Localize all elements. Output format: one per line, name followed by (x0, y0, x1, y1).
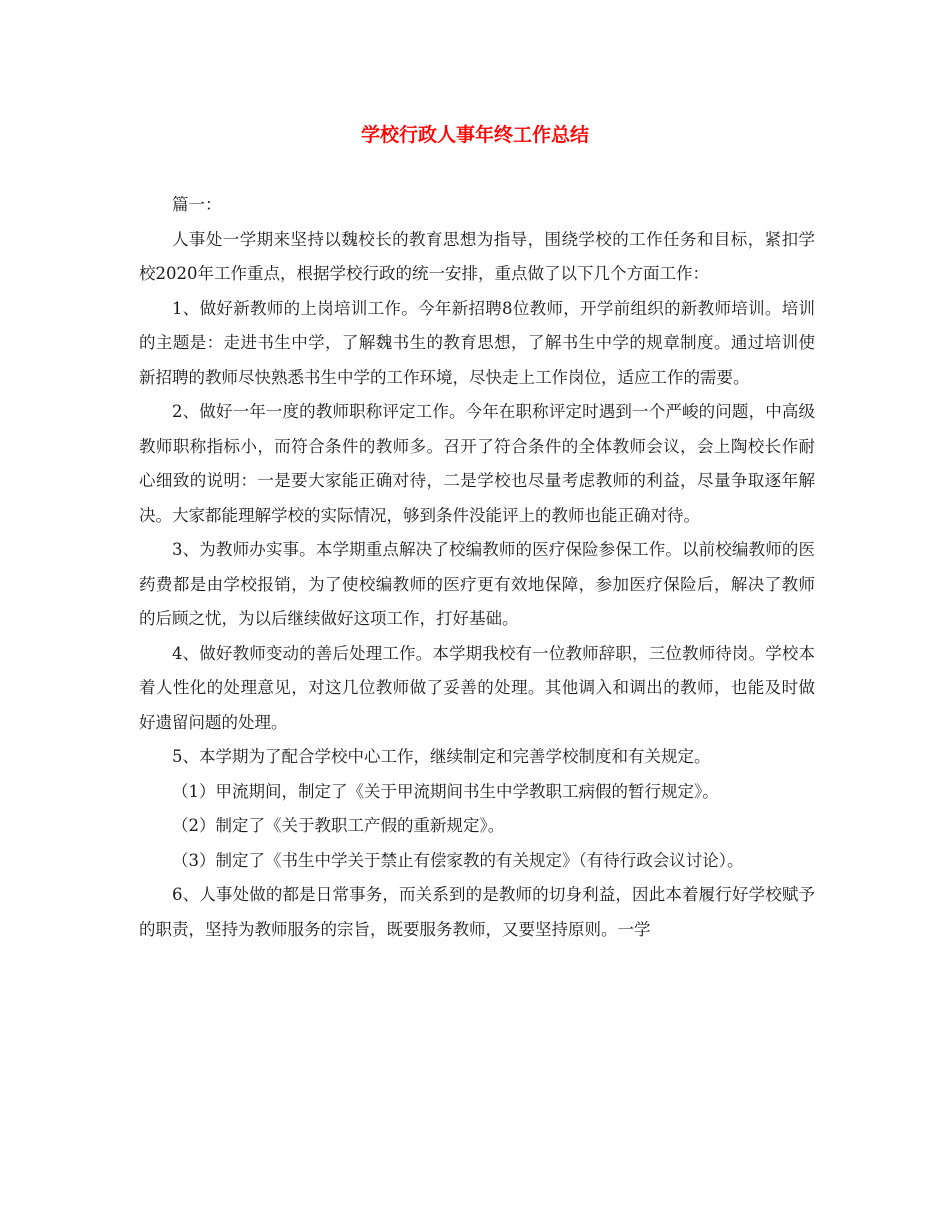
intro-paragraph: 人事处一学期来坚持以魏校长的教育思想为指导，围绕学校的工作任务和目标，紧扣学校2020年工作重点，根据学校行政的统一安排，重点做了以下几个方面工作： (139, 229, 815, 283)
section-heading: 篇一： (172, 195, 222, 214)
item-4-paragraph: 4、做好教师变动的善后处理工作。本学期我校有一位教师辞职，三位教师待岗。学校本着人性化的处理意见，对这几位教师做了妥善的处理。其他调入和调出的教师，也能及时做好遗留问题的处理。 (139, 643, 815, 732)
item-2-paragraph: 2、做好一年一度的教师职称评定工作。今年在职称评定时遇到一个严峻的问题，中高级教师职称指标小，而符合条件的教师多。召开了符合条件的全体教师会议，会上陶校长作耐心细致的说明：一是要大家能正确对待，二是学校也尽量考虑教师的利益，尽量争取逐年解决。大家都能理解学校的实际情况，够到条件没能评上的教师也能正确对待。 (139, 402, 815, 525)
item-5-sub-1: （1）甲流期间，制定了《关于甲流期间书生中学教职工病假的暂行规定》。 (172, 781, 719, 801)
item-1-paragraph: 1、做好新教师的上岗培训工作。今年新招聘8位教师，开学前组织的新教师培训。培训的主题是：走进书生中学，了解魏书生的教育思想，了解书生中学的规章制度。通过培训使新招聘的教师尽快熟悉书生中学的工作环境，尽快走上工作岗位，适应工作的需要。 (139, 298, 815, 387)
item-6-paragraph: 6、人事处做的都是日常事务，而关系到的是教师的切身利益，因此本着履行好学校赋予的职责，坚持为教师服务的宗旨，既要服务教师，又要坚持原则。一学 (139, 885, 815, 939)
item-5-sub-2: （2）制定了《关于教职工产假的重新规定》。 (172, 816, 505, 835)
document-title: 学校行政人事年终工作总结 (360, 124, 589, 146)
document-body (139, 188, 815, 947)
item-5-sub-3: （3）制定了《书生中学关于禁止有偿家教的有关规定》（有待行政会议讨论）。 (172, 850, 744, 870)
item-5-paragraph: 5、本学期为了配合学校中心工作，继续制定和完善学校制度和有关规定。 (172, 747, 711, 766)
item-3-paragraph: 3、为教师办实事。本学期重点解决了校编教师的医疗保险参保工作。以前校编教师的医药费都是由学校报销，为了使校编教师的医疗更有效地保障，参加医疗保险后，解决了教师的后顾之忧，为以后继续做好这项工作，打好基础。 (139, 540, 815, 628)
